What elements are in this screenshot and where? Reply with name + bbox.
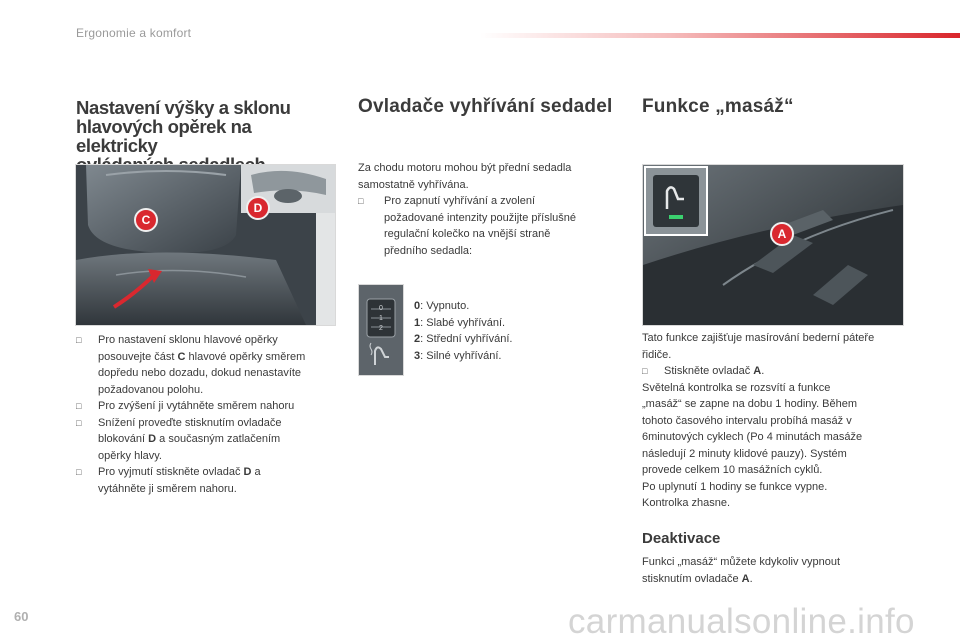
line: Světelná kontrolka se rozsvítí a funkce	[642, 381, 831, 394]
massage-illustration	[643, 165, 903, 325]
headrest-heading-line: Nastavení výšky a sklonu	[76, 97, 291, 118]
line: požadovanou polohu.	[98, 383, 204, 396]
list-item	[642, 363, 912, 380]
line: opěrky hlavy.	[98, 449, 162, 462]
bullet-marker-icon: □	[76, 467, 82, 477]
line: tohoto časového intervalu probíhá masáž v	[642, 414, 852, 427]
line-text: posouvejte část C hlavové opěrky směrem	[98, 350, 306, 363]
level-text: : Vypnuto.	[420, 300, 470, 312]
line: Pro nastavení sklonu hlavové opěrky	[98, 334, 278, 346]
dial-label: 2	[379, 325, 383, 332]
section-title: Ergonomie a komfort	[76, 26, 192, 40]
line: Snížení proveďte stisknutím ovladače	[98, 416, 282, 429]
bullet-marker-icon: □	[358, 196, 364, 206]
headrest-photo	[75, 164, 336, 326]
massage-photo	[642, 164, 904, 326]
line: Kontrolka zhasne.	[642, 497, 731, 509]
line: blokování D a současným zatlačením	[98, 433, 281, 445]
line: předního sedadla:	[384, 244, 473, 257]
line: Stiskněte ovladač A.	[664, 365, 765, 377]
control-letter: A	[753, 365, 762, 377]
line: Pro zvýšení ji vytáhněte směrem nahoru	[98, 400, 295, 412]
label-d-badge: D	[246, 196, 270, 220]
deactivation-text	[642, 554, 912, 587]
line: Za chodu motoru mohou být přední sedadla	[358, 162, 572, 174]
bullet-marker-icon: □	[76, 401, 82, 411]
bullet-marker-icon: □	[642, 366, 648, 376]
list-item	[414, 348, 614, 365]
control-letter: D	[148, 433, 157, 445]
deactivation-heading: Deaktivace	[642, 530, 721, 547]
level-number: 2	[414, 333, 421, 345]
list-item	[76, 332, 344, 398]
seat-heating-heading: Ovladače vyhřívání sedadel	[358, 96, 613, 117]
list-item	[76, 464, 344, 497]
headrest-illustration	[76, 165, 335, 325]
line: následují 2 minuty klidové pauzy). Systém	[642, 447, 847, 460]
line: Funkci „masáž“ můžete kdykoliv vypnout	[642, 556, 841, 568]
line: Pro zapnutí vyhřívání a zvolení	[384, 195, 536, 207]
line: vytáhněte ji směrem nahoru.	[98, 482, 237, 495]
level-number: 0	[414, 300, 421, 312]
list-item	[76, 398, 344, 415]
level-text: : Střední vyhřívání.	[420, 333, 513, 345]
massage-heading: Funkce „masáž“	[642, 96, 794, 117]
line: stisknutím ovladače A.	[642, 572, 753, 585]
heating-levels-list	[414, 298, 614, 364]
headrest-heading-line: hlavových opěrek na elektricky	[76, 116, 252, 156]
label-c-badge: C	[134, 208, 158, 232]
page-number: 60	[14, 609, 29, 624]
line: samostatně vyhřívána.	[358, 178, 469, 191]
bullet-marker-icon: □	[76, 335, 82, 345]
header-accent-bar	[480, 33, 960, 38]
label-a-badge: A	[770, 222, 794, 246]
watermark: carmanualsonline.info	[568, 602, 915, 641]
list-item	[358, 193, 628, 259]
line: provede celkem 10 masážních cyklů.	[642, 464, 823, 476]
level-number: 3	[414, 349, 421, 362]
seat-heating-text	[358, 160, 628, 259]
line: Tato funkce zajišťuje masírování bederní páteře	[642, 332, 875, 344]
line: Pro vyjmutí stiskněte ovladač D a	[98, 466, 261, 478]
list-item	[414, 298, 614, 315]
line	[98, 349, 344, 366]
headrest-instructions	[76, 332, 344, 497]
line: požadované intenzity použijte příslušné	[384, 211, 577, 224]
control-letter: D	[243, 466, 252, 478]
level-text: : Silné vyhřívání.	[420, 349, 502, 362]
bullet-marker-icon: □	[76, 417, 82, 428]
line: dopředu nebo dozadu, dokud nenastavíte	[98, 367, 302, 379]
dial-label: 0	[379, 305, 383, 312]
massage-text	[642, 330, 912, 512]
line: 6minutových cyklech (Po 4 minutách masáže	[642, 431, 863, 443]
line: řidiče.	[642, 348, 672, 361]
control-letter: C	[177, 350, 186, 363]
line: Po uplynutí 1 hodiny se funkce vypne.	[642, 480, 828, 493]
list-item	[76, 415, 344, 465]
list-item	[414, 331, 614, 348]
line: regulační kolečko na vnější straně	[384, 228, 551, 240]
level-number: 1	[414, 316, 421, 329]
heating-dial-photo	[358, 284, 404, 376]
line: „masáž“ se zapne na dobu 1 hodiny. Během	[642, 398, 858, 410]
dial-label: 1	[379, 315, 383, 322]
level-text: : Slabé vyhřívání.	[420, 316, 506, 329]
control-letter: A	[741, 572, 750, 585]
list-item	[414, 315, 614, 332]
headrest-heading	[76, 98, 336, 174]
